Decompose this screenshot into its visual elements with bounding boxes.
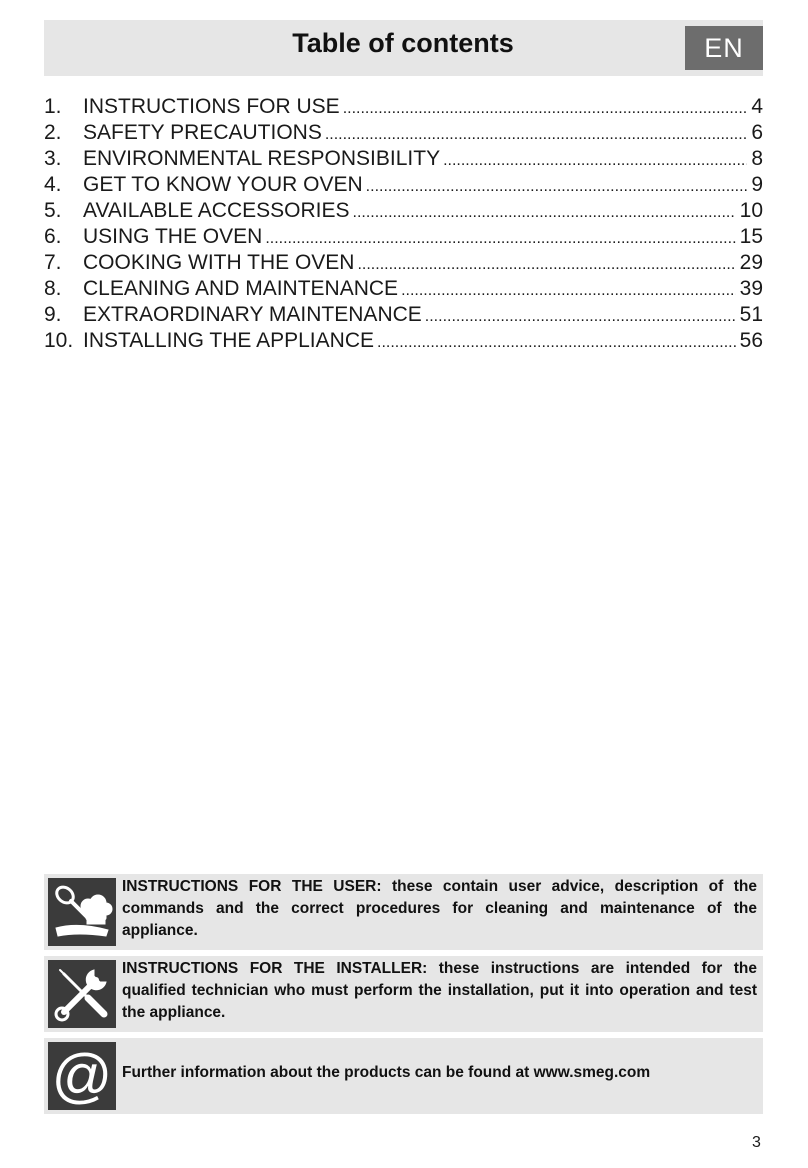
toc-number: 8. bbox=[44, 277, 62, 300]
toc-title: ENVIRONMENTAL RESPONSIBILITY bbox=[83, 147, 441, 170]
page-title: Table of contents bbox=[292, 28, 514, 58]
user-instructions-text: INSTRUCTIONS FOR THE USER: these contain user advice, description of the commands and the correct procedures for cleaning and maintenance of the appliance. bbox=[122, 878, 757, 939]
toc-entry[interactable] bbox=[44, 328, 763, 354]
toc-entry[interactable] bbox=[44, 120, 763, 146]
language-badge: EN bbox=[685, 26, 763, 70]
table-of-contents bbox=[44, 94, 763, 354]
svg-text:@: @ bbox=[51, 1042, 113, 1109]
toc-leader-dots bbox=[401, 278, 736, 302]
toc-leader-dots bbox=[325, 122, 747, 146]
toc-page: 8 bbox=[751, 147, 763, 170]
further-info-note bbox=[44, 1038, 763, 1114]
toc-title: INSTRUCTIONS FOR USE bbox=[83, 95, 340, 118]
chef-spoon-icon bbox=[48, 878, 116, 946]
further-info-text: Further information about the products can be found at www.smeg.com bbox=[122, 1064, 651, 1081]
toc-leader-dots bbox=[425, 304, 736, 328]
installer-instructions-text: INSTRUCTIONS FOR THE INSTALLER: these instructions are intended for the qualified technician who must perform the installation, put it into operation and test the appliance. bbox=[122, 960, 757, 1021]
toc-page: 56 bbox=[739, 329, 763, 352]
toc-number: 6. bbox=[44, 225, 62, 248]
toc-number: 2. bbox=[44, 121, 62, 144]
toc-page: 29 bbox=[739, 251, 763, 274]
toc-number: 1. bbox=[44, 95, 62, 118]
toc-page: 10 bbox=[739, 199, 763, 222]
header-bar bbox=[44, 20, 763, 76]
toc-entry[interactable] bbox=[44, 94, 763, 120]
toc-entry[interactable] bbox=[44, 198, 763, 224]
toc-leader-dots bbox=[357, 252, 735, 276]
toc-page: 4 bbox=[751, 95, 763, 118]
toc-page: 9 bbox=[751, 173, 763, 196]
toc-leader-dots bbox=[366, 174, 748, 198]
toc-title: COOKING WITH THE OVEN bbox=[83, 251, 355, 274]
toc-title: EXTRAORDINARY MAINTENANCE bbox=[83, 303, 422, 326]
toc-number: 7. bbox=[44, 251, 62, 274]
toc-page: 15 bbox=[739, 225, 763, 248]
toc-title: SAFETY PRECAUTIONS bbox=[83, 121, 322, 144]
toc-leader-dots bbox=[265, 226, 735, 250]
at-sign-icon bbox=[48, 1042, 116, 1110]
toc-entry[interactable] bbox=[44, 276, 763, 302]
toc-number: 9. bbox=[44, 303, 62, 326]
installer-instructions-note bbox=[44, 956, 763, 1032]
toc-leader-dots bbox=[353, 200, 736, 224]
toc-number: 5. bbox=[44, 199, 62, 222]
toc-page: 39 bbox=[739, 277, 763, 300]
toc-title: USING THE OVEN bbox=[83, 225, 263, 248]
page-number: 3 bbox=[752, 1134, 761, 1151]
toc-leader-dots bbox=[377, 330, 736, 354]
user-instructions-note bbox=[44, 874, 763, 950]
toc-entry[interactable] bbox=[44, 224, 763, 250]
toc-number: 4. bbox=[44, 173, 62, 196]
toc-title: INSTALLING THE APPLIANCE bbox=[83, 329, 374, 352]
toc-title: GET TO KNOW YOUR OVEN bbox=[83, 173, 363, 196]
toc-title: AVAILABLE ACCESSORIES bbox=[83, 199, 350, 222]
toc-entry[interactable] bbox=[44, 172, 763, 198]
toc-entry[interactable] bbox=[44, 250, 763, 276]
toc-entry[interactable] bbox=[44, 302, 763, 328]
toc-number: 10. bbox=[44, 329, 74, 352]
toc-entry[interactable] bbox=[44, 146, 763, 172]
toc-leader-dots bbox=[343, 96, 748, 120]
toc-leader-dots bbox=[443, 148, 747, 172]
wrench-screwdriver-icon bbox=[48, 960, 116, 1028]
toc-title: CLEANING AND MAINTENANCE bbox=[83, 277, 399, 300]
toc-number: 3. bbox=[44, 147, 62, 170]
toc-page: 6 bbox=[751, 121, 763, 144]
toc-page: 51 bbox=[739, 303, 763, 326]
